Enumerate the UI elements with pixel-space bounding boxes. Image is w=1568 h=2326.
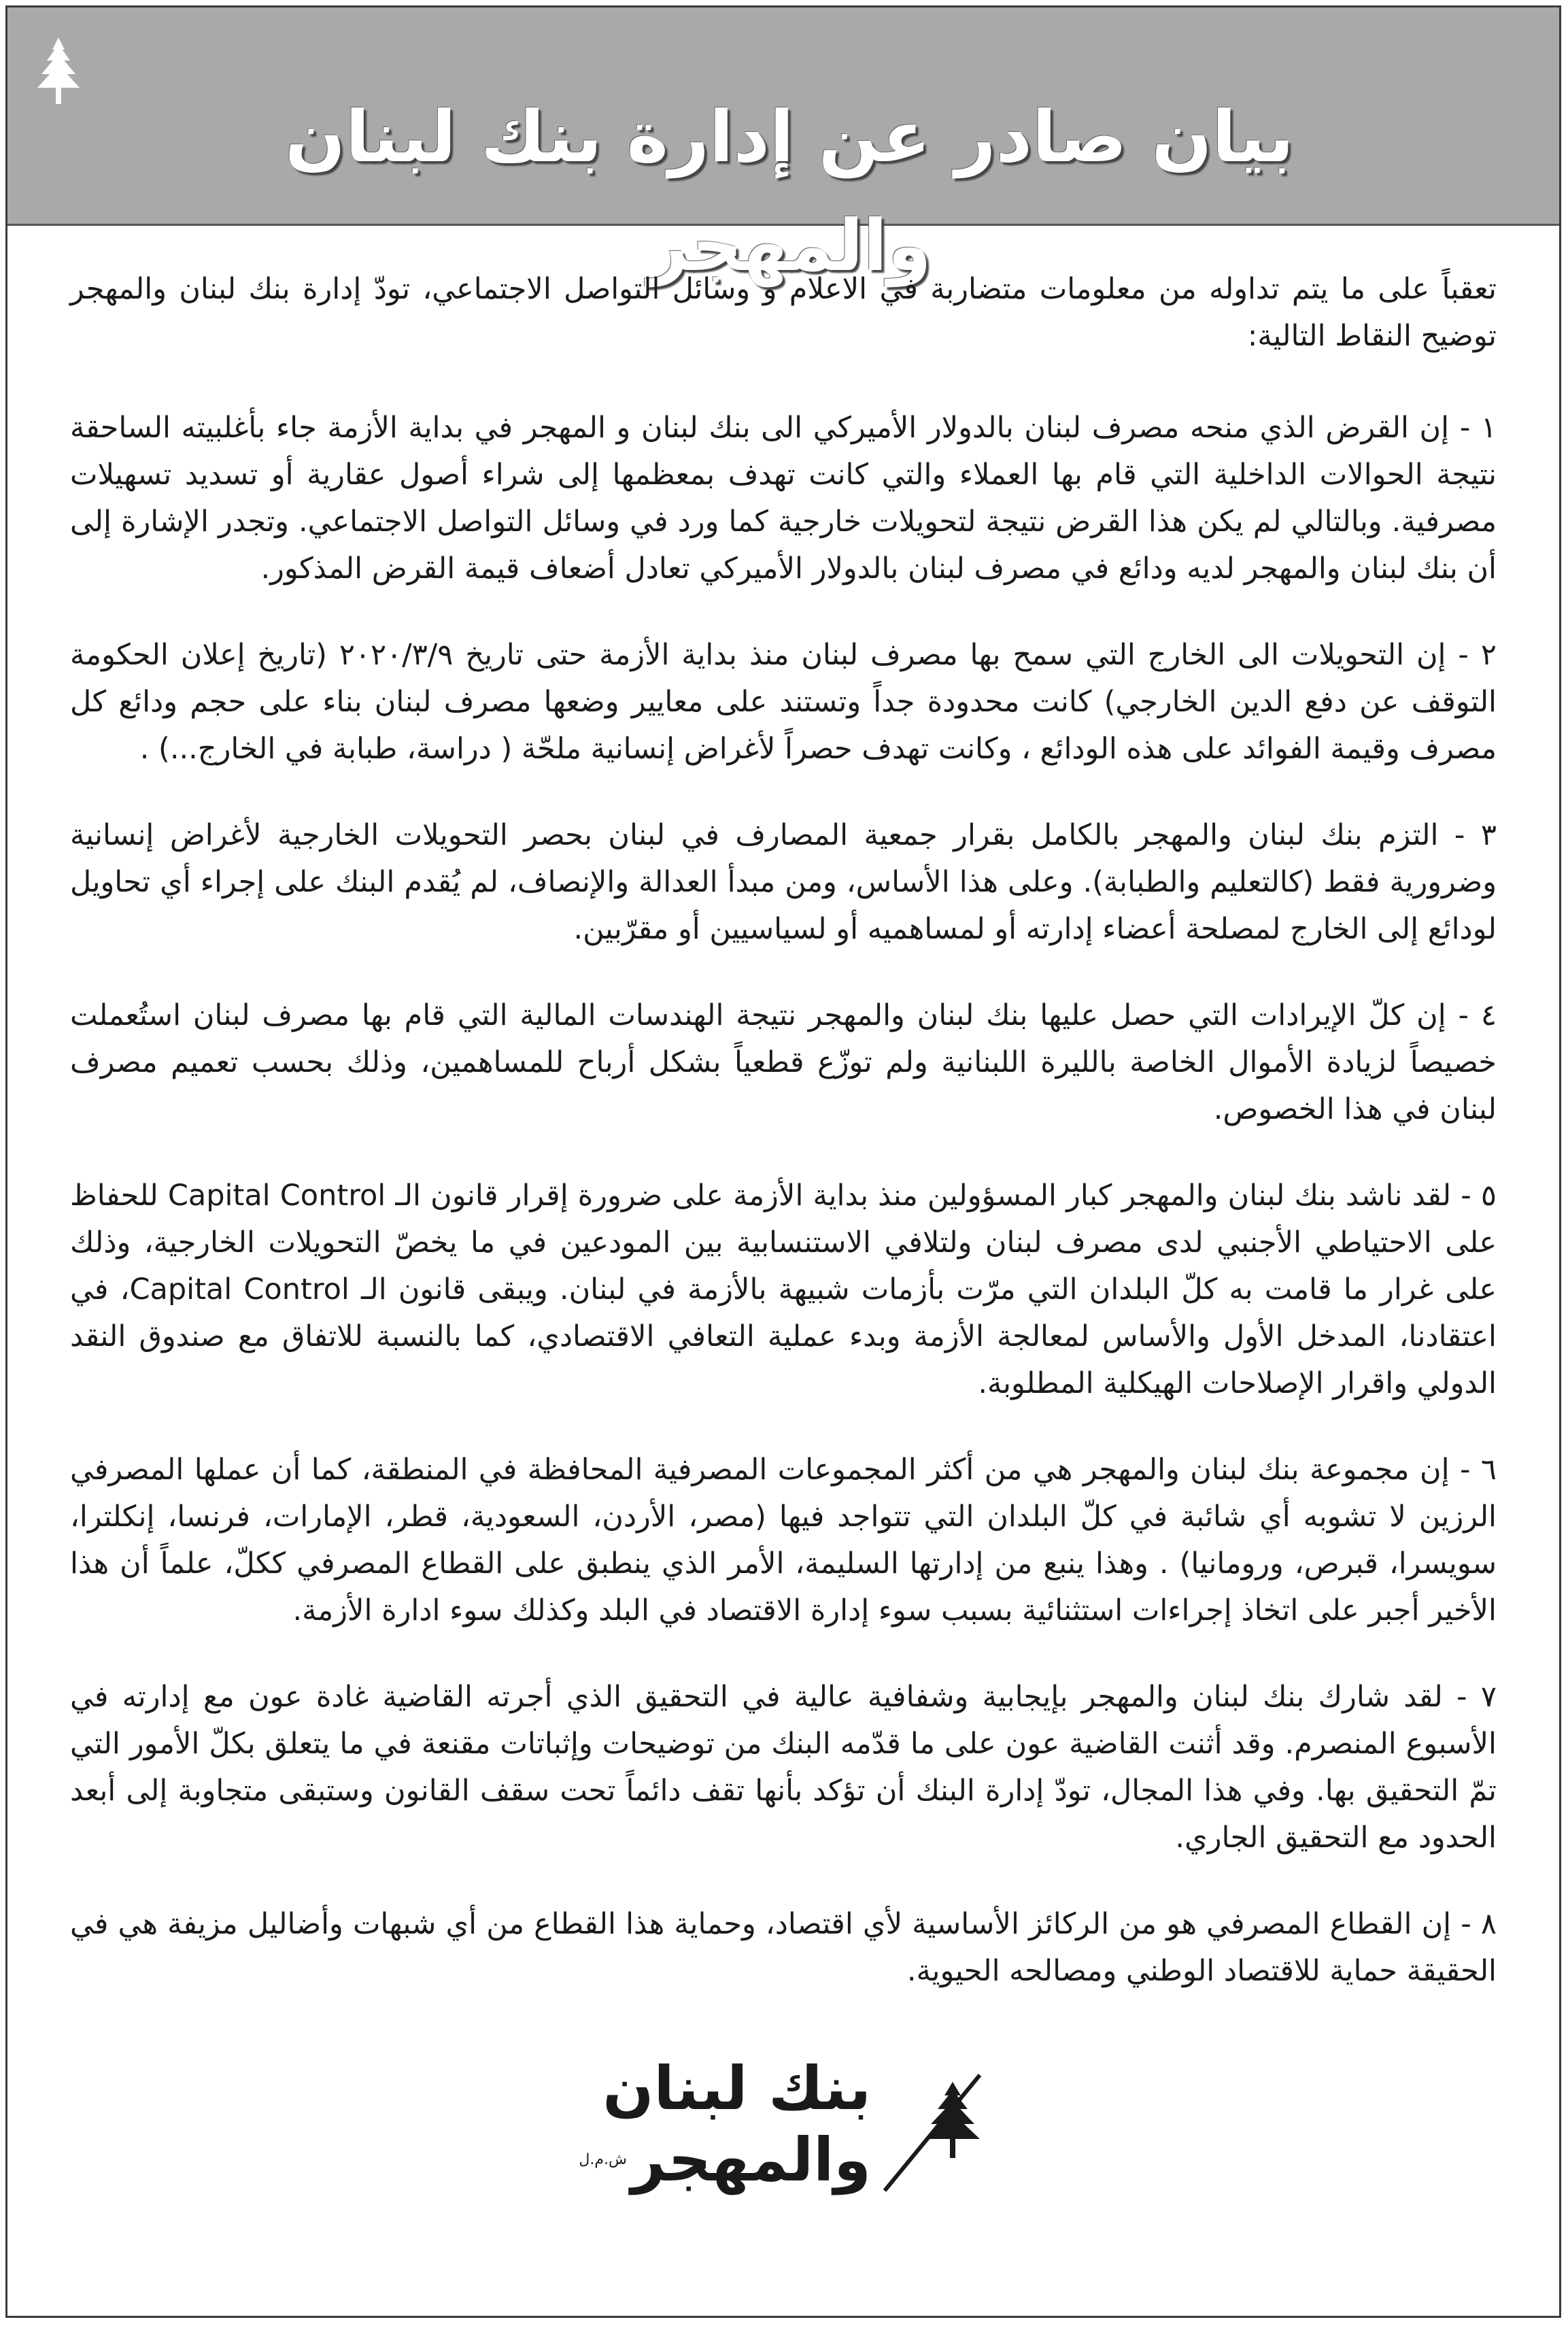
intro-paragraph: تعقباً على ما يتم تداوله من معلومات متضاربة في الاعلام و وسائل التواصل الاجتماعي، تودّ إدارة بنك لبنان والمهجر توضيح النقاط التالية: [70, 272, 1497, 353]
statement-body [70, 266, 1497, 2034]
brand-name-line2-text: والمهجر [630, 2125, 871, 2195]
point-5: ٥ - لقد ناشد بنك لبنان والمهجر كبار المسؤولين منذ بداية الأزمة على ضرورة إقرار قانون الـ Capital Control للحفاظ على الاحتياطي الأجنبي لدى مصرف لبنان ولتلافي الاستنسابية بين المودعين في ما يخصّ التحويلات الخارجية، وذلك على غرار ما قامت به كلّ البلدان التي مرّت بأزمات شبيهة بالأزمة في لبنان. ويبقى قانون الـ Capital Control، في اعتقادنا، المدخل الأول والأساس لمعالجة الأزمة وبدء عملية التعافي الاقتصادي، كما بالنسبة للاتفاق مع صندوق النقد الدولي واقرار الإصلاحات الهيكلية المطلوبة. [70, 1179, 1497, 1400]
point-7: ٧ - لقد شارك بنك لبنان والمهجر بإيجابية وشفافية عالية في التحقيق الذي أجرته القاضية غادة عون مع إدارته في الأسبوع المنصرم. وقد أثنت القاضية عون على ما قدّمه البنك من توضيحات وإثباتات مقنعة في ما يتعلق بكلّ الأمور التي تمّ التحقيق بها. وفي هذا المجال، تودّ إدارة البنك أن تؤكد بأنها تقف دائماً تحت سقف القانون وستبقى متجاوبة إلى أبعد الحدود مع التحقيق الجاري. [70, 1680, 1497, 1855]
statement-page [5, 5, 1561, 2318]
header-banner [7, 7, 1559, 287]
point-4: ٤ - إن كلّ الإيرادات التي حصل عليها بنك لبنان والمهجر نتيجة الهندسات المالية التي قام بها مصرف لبنان استُعملت خصيصاً لزيادة الأموال الخاصة بالليرة اللبنانية ولم توزّع قطعياً بشكل أرباح للمساهمين، وذلك بحسب تعميم مصرف لبنان في هذا الخصوص. [70, 998, 1497, 1126]
point-1: ١ - إن القرض الذي منحه مصرف لبنان بالدولار الأميركي الى بنك لبنان و المهجر في بداية الأزمة جاء بأغلبيته الساحقة نتيجة الحوالات الداخلية التي قام بها العملاء والتي كانت تهدف بمعظمها إلى شراء أصول عقارية أو تسديد تسهيلات مصرفية. وبالتالي لم يكن هذا القرض نتيجة لتحويلات خارجية كما ورد في وسائل التواصل الاجتماعي. وتجدر الإشارة إلى أن بنك لبنان والمهجر لديه ودائع في مصرف لبنان بالدولار الأميركي تعادل أضعاف قيمة القرض المذكور. [70, 411, 1497, 586]
brand-name-line2 [579, 2126, 871, 2194]
brand-name-line1: بنك لبنان [602, 2053, 871, 2123]
cedar-tree-icon [878, 2061, 993, 2197]
cedar-tree-icon [35, 35, 82, 109]
brand-suffix: ش.م.ل [579, 2151, 627, 2168]
bank-logo [551, 2041, 1027, 2218]
point-6: ٦ - إن مجموعة بنك لبنان والمهجر هي من أكثر المجموعات المصرفية المحافظة في المنطقة، كما أن عملها المصرفي الرزين لا تشوبه أي شائبة في كلّ البلدان التي تتواجد فيها (مصر، الأردن، السعودية، قطر، الإمارات، فرنسا، إنكلترا، سويسرا، قبرص، ورومانيا) . وهذا ينبع من إدارتها السليمة، الأمر الذي ينطبق على القطاع المصرفي ككلّ، علماً أن هذا الأخير أجبر على اتخاذ إجراءات استثنائية بسبب سوء إدارة الاقتصاد في البلد وكذلك سوء ادارة الأزمة. [70, 1453, 1497, 1628]
point-8: ٨ - إن القطاع المصرفي هو من الركائز الأساسية لأي اقتصاد، وحماية هذا القطاع من أي شبهات وأضاليل مزيفة هي في الحقيقة حماية للاقتصاد الوطني ومصالحه الحيوية. [70, 1907, 1497, 1988]
point-3: ٣ - التزم بنك لبنان والمهجر بالكامل بقرار جمعية المصارف في لبنان بحصر التحويلات الخارجية لأغراض إنسانية وضرورية فقط (كالتعليم والطبابة). وعلى هذا الأساس، ومن مبدأ العدالة والإنصاف، لم يُقدم البنك على إجراء أي تحاويل لودائع إلى الخارج لمصلحة أعضاء إدارته أو لمساهميه أو لسياسيين أو مقرّبين. [70, 818, 1497, 946]
page-title: بيان صادر عن إدارة بنك لبنان والمهجر [285, 95, 1294, 287]
point-2: ٢ - إن التحويلات الى الخارج التي سمح بها مصرف لبنان منذ بداية الأزمة حتى تاريخ ٢٠٢٠/٣/٩ (تاريخ إعلان الحكومة التوقف عن دفع الدين الخارجي) كانت محدودة جداً وتستند على معايير وضعها مصرف لبنان بناء على حجم ودائع كل مصرف وقيمة الفوائد على هذه الودائع ، وكانت تهدف حصراً لأغراض إنسانية ملحّة ( دراسة، طبابة في الخارج...) . [70, 638, 1497, 766]
